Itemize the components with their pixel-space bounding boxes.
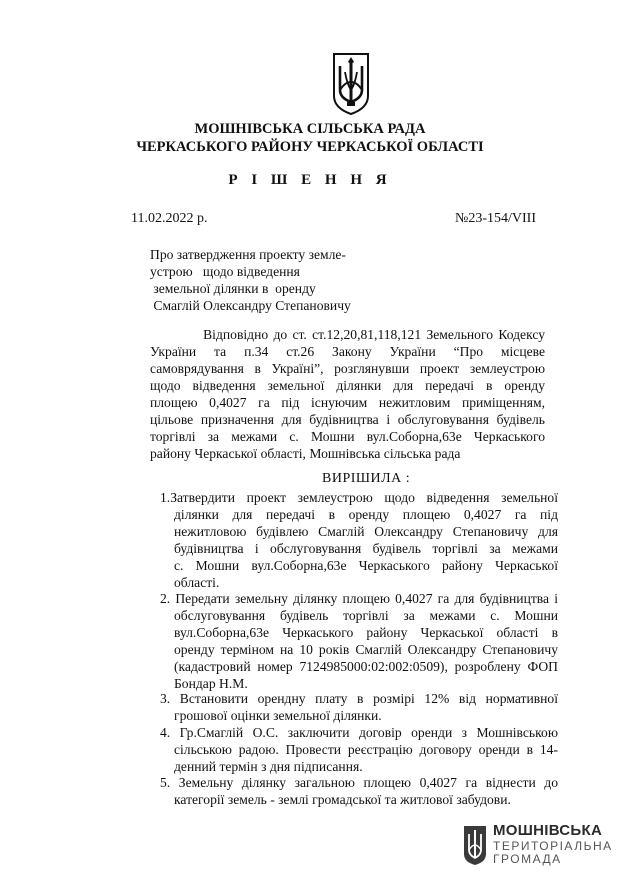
decision-item-4: [160, 724, 558, 775]
preamble-line: щодо відведення земельної ділянки для передачі в оренду: [150, 378, 545, 393]
item-line: (кадастровий номер 7124985000:02:002:0509), розроблену ФОП: [174, 659, 558, 674]
decision-number: №23-154/VIII: [455, 211, 537, 226]
subject-line: Про затвердження проекту земле-: [150, 247, 346, 262]
item-line: с. Мошни вул.Соборна,63е Черкаського району Черкаської: [174, 558, 558, 573]
item-line: грошової оцінки земельної ділянки.: [174, 708, 382, 723]
preamble-line: цільове призначення для будівництва і обслуговування будівель: [150, 412, 545, 427]
item-line: оренду терміном на 10 років Смаглій Олександру Степановичу: [174, 642, 558, 657]
item-line: нежитловою будівлею Смаглій Олександру Степановичу для: [174, 524, 558, 539]
coat-of-arms-icon: [331, 52, 371, 116]
item-line: будівництва і обслуговування будівель торгівлі за межами: [174, 541, 558, 556]
preamble-line: району Черкаської області, Мошнівська сільська рада: [150, 446, 461, 461]
document-title: Р І Ш Е Н Н Я: [228, 172, 392, 188]
item-line: обслуговування будівель торгівлі за межами с. Мошни: [174, 608, 558, 623]
item-line: області.: [174, 575, 220, 590]
item-line: 4. Гр.Смаглій О.С. заключити договір оренди з Мошнівською: [160, 725, 558, 740]
community-logo-icon: [462, 824, 488, 866]
decided-heading: ВИРІШИЛА :: [322, 471, 411, 486]
decision-date: 11.02.2022 р.: [131, 211, 208, 226]
council-name: МОШНІВСЬКА СІЛЬСЬКА РАДА: [194, 121, 426, 137]
preamble-line: самоврядування в Україні”, розглянувши проект землеустрою: [150, 361, 545, 376]
item-line: Бондар Н.М.: [174, 676, 248, 691]
preamble-line: торгівлі за межами с. Мошни вул.Соборна,63е Черкаського: [150, 429, 545, 444]
item-line: категорії земель - землі громадської та житлової забудови.: [174, 792, 511, 807]
item-line: денний термін з дня підписання.: [174, 759, 363, 774]
subject-line: земельної ділянки в оренду: [150, 281, 316, 296]
preamble-paragraph: [150, 326, 545, 462]
council-district: ЧЕРКАСЬКОГО РАЙОНУ ЧЕРКАСЬКОЇ ОБЛАСТІ: [136, 139, 484, 155]
community-logo-name: МОШНІВСЬКА: [493, 822, 603, 839]
community-logo-subtitle: ГРОМАДА: [493, 852, 562, 866]
item-line: ділянки для передачі в оренду площею 0,4027 га під: [174, 507, 558, 522]
decision-item-1: [160, 489, 558, 591]
preamble-line: Відповідно до ст. ст.12,20,81,118,121 Земельного Кодексу: [150, 327, 545, 342]
item-line: 2. Передати земельну ділянку площею 0,4027 га для будівництва і: [160, 591, 558, 606]
item-line: вул.Соборна,63е Черкаського району Черкаської області в: [174, 625, 558, 640]
preamble-line: України та п.34 ст.26 Закону України “Про місцеве: [150, 344, 545, 359]
item-line: 5. Земельну ділянку загальною площею 0,4027 га віднести до: [160, 775, 558, 790]
item-line: сільською радою. Провести реєстрацію договору оренди в 14-: [174, 742, 558, 757]
decision-item-3: [160, 690, 558, 724]
preamble-line: площею 0,4027 га під існуючим нежитловим приміщенням,: [150, 395, 545, 410]
decision-item-5: [160, 774, 558, 808]
decision-item-2: [160, 590, 558, 692]
item-line: 3. Встановити орендну плату в розмірі 12% від нормативної: [160, 691, 558, 706]
subject-line: устрою щодо відведення: [150, 264, 300, 279]
subject-line: Смаглій Олександру Степановичу: [150, 298, 351, 313]
item-line: 1.Затвердити проект землеустрою щодо відведення земельної: [160, 490, 558, 505]
community-logo-subtitle: ТЕРИТОРІАЛЬНА: [493, 839, 613, 853]
